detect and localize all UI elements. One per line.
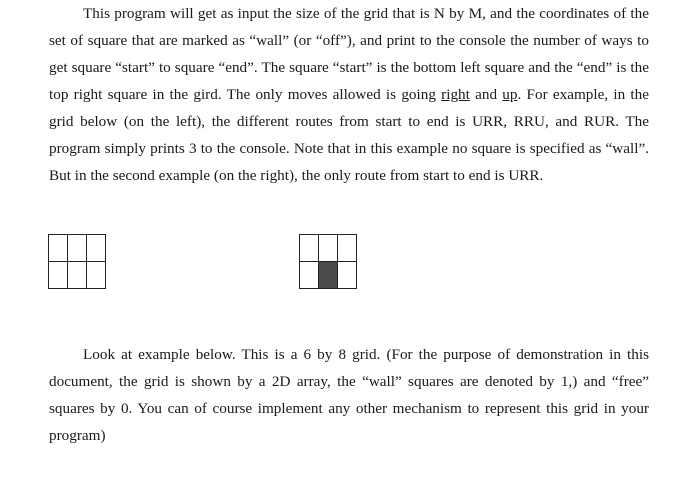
grid-cell: [87, 262, 106, 289]
grid-cell: [319, 235, 338, 262]
grid-cell: [49, 235, 68, 262]
grid-cell: [68, 262, 87, 289]
grid-cell: [87, 235, 106, 262]
grid-cell: [68, 235, 87, 262]
example-grid-right: [299, 234, 357, 289]
grid-cell: [300, 235, 319, 262]
grid-cell: [300, 262, 319, 289]
intro-text-and: and: [469, 86, 503, 103]
intro-text-part2: . For example, in the grid below (on the left), the different routes from start to end is URR, RRU, and RUR. The program simply prints 3 to the console. Note that in this example no square is specified as “wall”. But in the second example (on the right), the only route from start to end is URR.: [49, 86, 649, 184]
example-paragraph: Look at example below. This is a 6 by 8 grid. (For the purpose of demonstration in this document, the grid is shown by a 2D array, the “wall” squares are denoted by 1,) and “free” squares by 0. You can of course implement any other mechanism to represent this grid in your program): [49, 346, 649, 444]
intro-text-part1: This program will get as input the size of the grid that is N by M, and the coordinates of the set of square that are marked as “wall” (or “off”), and print to the console the number of ways to get square “start” to square “end”. The square “start” is the bottom left square and the “end” is the top right square in the gird. The only moves allowed is going: [49, 5, 649, 103]
underlined-up: up: [502, 86, 518, 103]
grid-cell: [49, 262, 68, 289]
underlined-right: right: [441, 86, 470, 103]
grid-cell: [338, 262, 357, 289]
wall-cell: [319, 262, 338, 289]
example-grid-left: [48, 234, 106, 289]
intro-paragraph: [49, 0, 649, 189]
grid-cell: [338, 235, 357, 262]
